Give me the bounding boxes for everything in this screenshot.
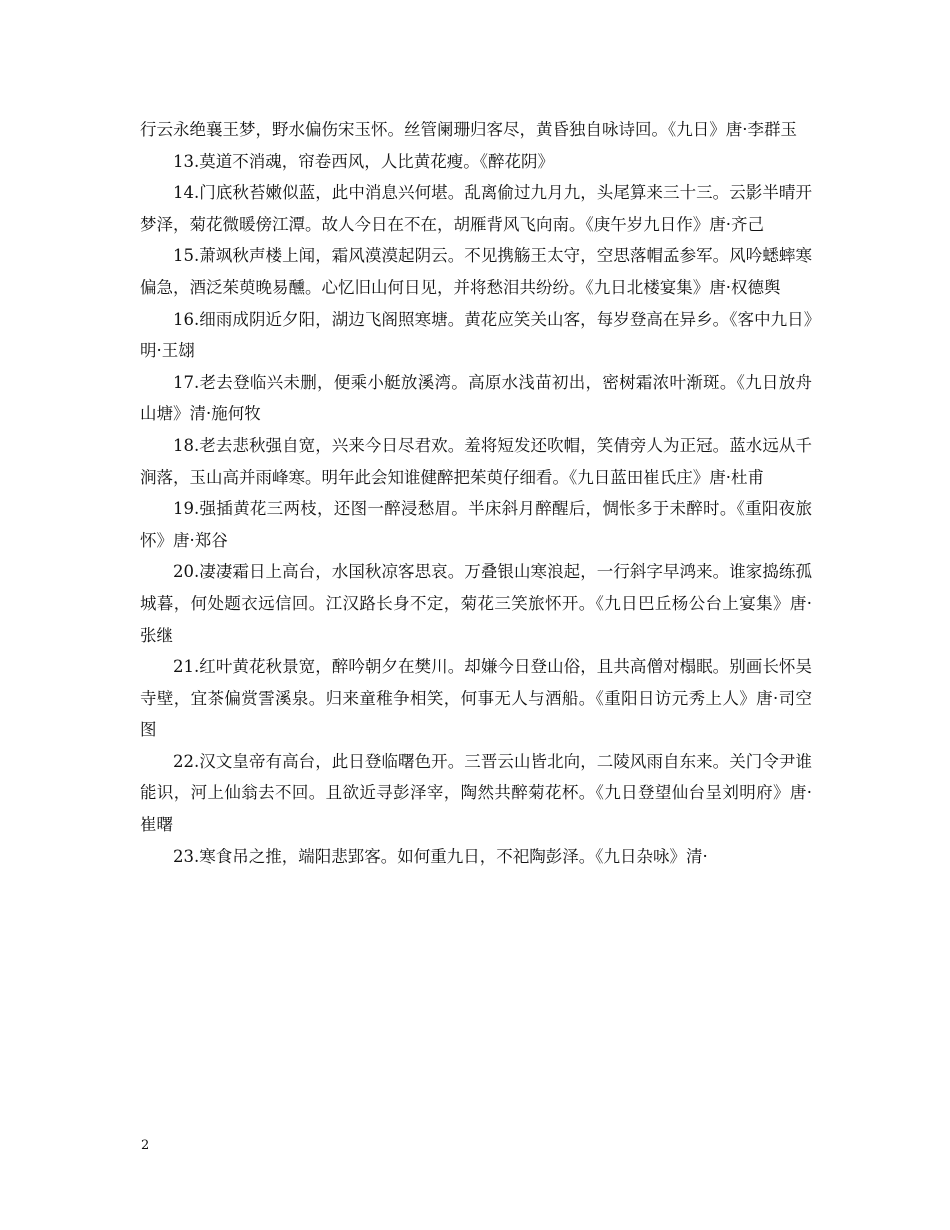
page-number: 2 [141, 1138, 150, 1153]
paragraph: 16.细雨成阴近夕阳，湖边飞阁照寒塘。黄花应笑关山客，每岁登高在异乡。《客中九日》明·王翃 [140, 309, 812, 361]
paragraph: 17.老去登临兴未删，便乘小艇放溪湾。高原水浅苗初出，密树霜浓叶渐斑。《九日放舟山塘》清·施何牧 [140, 372, 812, 424]
paragraph: 23.寒食吊之推，端阳悲郢客。如何重九日，不祀陶彭泽。《九日杂咏》清· [173, 846, 708, 866]
paragraph: 19.强插黄花三两枝，还图一醉浸愁眉。半床斜月醉醒后，惆怅多于未醉时。《重阳夜旅怀》唐·郑谷 [140, 499, 812, 550]
page-body [140, 114, 812, 872]
paragraph: 13.莫道不消魂，帘卷西风，人比黄花瘦。《醉花阴》 [173, 151, 554, 171]
paragraph: 18.老去悲秋强自宽，兴来今日尽君欢。羞将短发还吹帽，笑倩旁人为正冠。蓝水远从千涧落，玉山高并雨峰寒。明年此会知谁健醉把茱萸仔细看。《九日蓝田崔氏庄》唐·杜甫 [140, 435, 812, 487]
paragraph: 20.凄凄霜日上高台，水国秋凉客思哀。万叠银山寒浪起，一行斜字早鸿来。谁家捣练孤城暮，何处题衣远信回。江汉路长身不定，菊花三笑旅怀开。《九日巴丘杨公台上宴集》唐·张继 [140, 562, 812, 645]
paragraph: 22.汉文皇帝有高台，此日登临曙色开。三晋云山皆北向，二陵风雨自东来。关门令尹谁能识，河上仙翁去不回。且欲近寻彭泽宰，陶然共醉菊花杯。《九日登望仙台呈刘明府》唐·崔曙 [140, 751, 812, 835]
paragraph: 行云永绝襄王梦，野水偏伤宋玉怀。丝管阑珊归客尽，黄昏独自咏诗回。《九日》唐·李群玉 [140, 120, 797, 139]
paragraph: 15.萧飒秋声楼上闻，霜风漠漠起阴云。不见携觞王太守，空思落帽孟参军。风吟蟋蟀寒偏急，酒泛茱萸晚易醺。心忆旧山何日见，并将愁泪共纷纷。《九日北楼宴集》唐·权德舆 [140, 246, 812, 297]
paragraph: 14.门底秋苔嫩似蓝，此中消息兴何堪。乱离偷过九月九，头尾算来三十三。云影半晴开梦泽，菊花微暖傍江潭。故人今日在不在，胡雁背风飞向南。《庚午岁九日作》唐·齐己 [140, 183, 812, 234]
paragraph: 21.红叶黄花秋景宽，醉吟朝夕在樊川。却嫌今日登山俗，且共高僧对榻眠。别画长怀吴寺壁，宜茶偏赏霅溪泉。归来童稚争相笑，何事无人与酒船。《重阳日访元秀上人》唐·司空图 [140, 657, 812, 740]
